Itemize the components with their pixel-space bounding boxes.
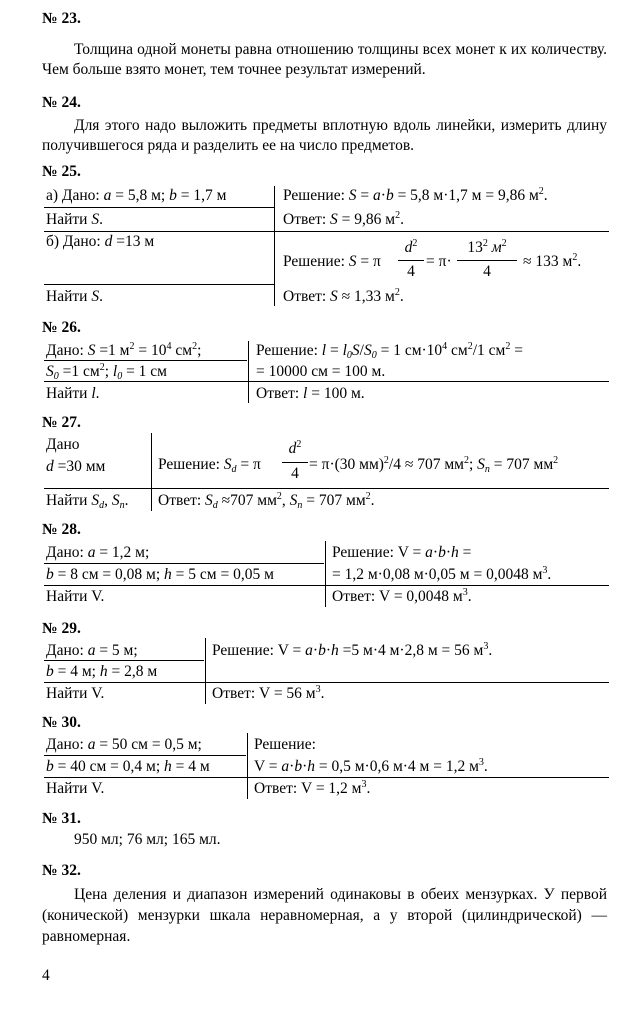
p28-given-2: b = 8 см = 0,08 м; h = 5 см = 0,05 м — [46, 566, 274, 583]
problem-27-number: № 27. — [42, 414, 81, 431]
p27-vr — [151, 433, 152, 511]
problem-29-number: № 29. — [42, 620, 81, 637]
p28-given-1: Дано: a = 1,2 м; — [46, 544, 150, 561]
p25-hr-1 — [44, 207, 274, 208]
p28-find: Найти V. — [46, 588, 105, 605]
p30-hr-given — [44, 755, 246, 756]
p25-b-solution-lead: Решение: S = π — [283, 253, 381, 270]
problem-26-number: № 26. — [42, 319, 81, 336]
problem-32-number: № 32. — [42, 862, 81, 879]
p28-hr — [44, 585, 609, 586]
p26-solution-1: Решение: $l = l_0S/S_0 = 1$ $см\cdot 10^4$ $см^2/1$ $см^2$ = — [256, 341, 523, 361]
p25-b-solution-result: ≈ 133 $м^2$. — [523, 252, 582, 270]
problem-23-text: Толщина одной монеты равна отношению толщины всех монет к их количеству. Чем больше взято монет, тем точнее результат измерений. — [42, 41, 607, 78]
p26-given-2: $S_0 =1$ $см^2$; $l_0 = 1$ см — [46, 362, 167, 382]
problem-24-text: Для этого надо выложить предметы вплотную вдоль линейки, измерить длину получившегося ряда и разделить ее на число предметов. — [42, 117, 607, 154]
p25-b-given: б) Дано: d =13 м — [46, 233, 155, 250]
p25-hr-3 — [44, 284, 274, 285]
p27-frac-bar — [282, 462, 308, 463]
p30-given-1: Дано: a = 50 см = 0,5 м; — [46, 736, 202, 753]
p25-b-frac2-num: $13^2$ $м^2$ — [467, 238, 507, 256]
p27-hr — [44, 488, 609, 489]
p29-given-1: Дано: a = 5 м; — [46, 642, 138, 659]
problem-25-number: № 25. — [42, 163, 81, 180]
p26-vr — [248, 341, 249, 403]
p29-answer: Ответ: V = 56 $м^3$. — [212, 684, 325, 702]
p26-solution-2: = 10000 см = 100 м. — [256, 363, 386, 380]
p27-solution-rest: = π·(30 мм)$^2$/4 ≈ 707 $мм^2$; $S_n = 707$ $мм^2$ — [309, 455, 559, 475]
p28-answer: Ответ: V = 0,0048 $м^3$. — [332, 587, 472, 605]
p26-find: Найти l. — [46, 385, 100, 402]
problem-31-text: 950 мл; 76 мл; 165 мл. — [74, 831, 221, 848]
p25-b-frac1-num: $d^2$ — [404, 238, 418, 256]
p25-b-find: Найти S. — [46, 288, 103, 305]
page-number: 4 — [42, 967, 50, 984]
p27-given-1: Дано — [46, 436, 80, 453]
problem-28-number: № 28. — [42, 521, 81, 538]
p25-vr — [274, 186, 275, 306]
p28-hr-given — [44, 563, 324, 564]
p29-find: Найти V. — [46, 685, 105, 702]
problem-23-number: № 23. — [42, 10, 81, 27]
problem-31-number: № 31. — [42, 810, 81, 827]
p28-solution-1: Решение: V = a·b·h = — [332, 544, 472, 561]
p25-b-frac1-bar — [398, 260, 424, 261]
p25-a-find: Найти S. — [46, 211, 103, 228]
p29-hr-given — [44, 660, 204, 661]
problem-24-number: № 24. — [42, 94, 81, 111]
p29-solution: Решение: V = a·b·h =5 м·4 м·2,8 м = 56 $м^3$. — [212, 641, 493, 659]
p25-a-answer: Ответ: S = 9,86 $м^2$. — [283, 210, 404, 228]
p29-vr — [205, 638, 206, 704]
p25-a-given: а) Дано: a = 5,8 м; b = 1,7 м — [46, 187, 227, 204]
p30-given-2: b = 40 см = 0,4 м; h = 4 м — [46, 758, 210, 775]
p30-answer: Ответ: V = 1,2 $м^3$. — [254, 779, 371, 797]
p25-a-solution: Решение: S = a·b = 5,8 м·1,7 м = 9,86 $м^2$. — [283, 186, 548, 204]
p29-given-2: b = 4 м; h = 2,8 м — [46, 663, 158, 680]
p27-solution-lead: Решение: $S_d = \pi$ — [158, 456, 261, 475]
p27-frac-num: $d^2$ — [288, 439, 302, 457]
p27-find: Найти $S_d$, $S_n$. — [46, 492, 129, 511]
p25-b-frac2-bar — [457, 260, 517, 261]
p26-hr-given — [44, 360, 247, 361]
p30-solution-1: Решение: — [254, 736, 316, 753]
p25-b-frac2-den: 4 — [483, 263, 491, 280]
p25-hr-2 — [44, 231, 609, 232]
problem-30-number: № 30. — [42, 714, 81, 731]
problem-32-text: Цена деления и диапазон измерений одинаковы в обеих мензурках. У первой (конической) мензурки шкала неравномерная, а у второй (цилиндрической) — равномерная. — [42, 886, 607, 945]
p26-given-1: Дано: S =1 $м^2 = 10^4$ $см^2$; — [46, 341, 202, 359]
p25-b-frac1-den: 4 — [407, 263, 415, 280]
p27-given-2: d =30 мм — [46, 458, 106, 475]
p28-vr — [325, 541, 326, 607]
p25-b-solution-mid: = π· — [426, 253, 452, 270]
p25-b-answer: Ответ: S ≈ 1,33 $м^2$. — [283, 287, 404, 305]
p26-answer: Ответ: l = 100 м. — [256, 385, 365, 402]
p30-vr — [247, 733, 248, 799]
p30-solution-2: V = a·b·h = 0,5 м·0,6 м·4 м = 1,2 $м^3$. — [254, 757, 488, 775]
p26-hr — [44, 381, 609, 382]
p30-find: Найти V. — [46, 780, 105, 797]
p27-answer: Ответ: $S_d \approx 707$ $мм^2$, $S_n = 707$ $мм^2$. — [158, 491, 375, 511]
p29-hr — [44, 682, 609, 683]
p28-solution-2: = 1,2 м·0,08 м·0,05 м = 0,0048 $м^3$. — [332, 565, 552, 583]
p27-frac-den: 4 — [291, 465, 299, 482]
p30-hr — [44, 777, 609, 778]
